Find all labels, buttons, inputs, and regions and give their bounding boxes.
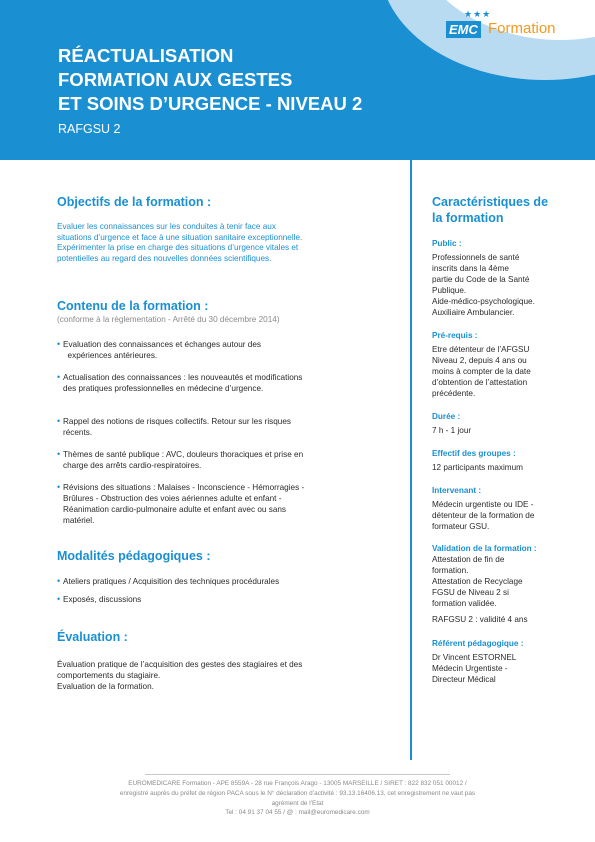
title-line: RÉACTUALISATION xyxy=(58,45,234,66)
characteristics-title xyxy=(432,194,582,226)
footer-line: agrément de l’Etat xyxy=(271,799,324,807)
objectifs-line: Evaluer les connaissances sur les conduites à tenir face aux xyxy=(57,222,276,231)
list-item-line: des pratiques professionnelles en médecine d’urgence. xyxy=(63,384,264,393)
list-item-line: Brûlures - Obstruction des voies aériennes adulte et enfant - xyxy=(63,494,282,503)
duree-value: 7 h - 1 jour xyxy=(432,426,472,435)
evaluation-line: comportements du stagiaire. xyxy=(57,671,161,680)
title-line: ET SOINS D’URGENCE - NIVEAU 2 xyxy=(58,93,363,114)
list-item-line: Actualisation des connaissances : les nouveautés et modifications xyxy=(63,373,303,382)
prerequis-line: d’obtention de l’attestation xyxy=(432,378,528,387)
page-subtitle: RAFGSU 2 xyxy=(58,122,121,136)
validation-text xyxy=(432,554,582,609)
contenu-title: Contenu de la formation : xyxy=(57,299,209,313)
public-line: inscrits dans la 4ème xyxy=(432,264,509,273)
prerequis-line: Niveau 2, depuis 4 ans ou xyxy=(432,356,527,365)
intervenant-line: Médecin urgentiste ou IDE - xyxy=(432,500,534,509)
bullet-icon: • xyxy=(57,339,61,349)
list-item-line: Ateliers pratiques / Acquisition des techniques procédurales xyxy=(63,577,280,586)
public-line: Professionnels de santé xyxy=(432,253,520,262)
public-label: Public : xyxy=(432,239,462,248)
emc-formation-logo xyxy=(446,9,586,41)
duree-label: Durée : xyxy=(432,412,461,421)
bullet-icon: • xyxy=(57,416,61,426)
list-item-line: Révisions des situations : Malaises - Inconscience - Hémorragies - xyxy=(63,483,305,492)
referent-line: Directeur Médical xyxy=(432,675,496,684)
validation-line: formation. xyxy=(432,566,469,575)
intervenant-line: détenteur de la formation de xyxy=(432,511,535,520)
list-item-line: Thèmes de santé publique : AVC, douleurs thoraciques et prise en xyxy=(63,450,304,459)
public-text xyxy=(432,252,582,318)
list-item-line: Evaluation des connaissances et échanges autour des xyxy=(63,340,261,349)
list-item-line: Exposés, discussions xyxy=(63,595,142,604)
list-item xyxy=(57,372,392,394)
list-item xyxy=(57,594,392,605)
objectifs-line: potentielles au regard des nouvelles données scientifiques. xyxy=(57,253,272,263)
list-item-line: Rappel des notions de risques collectifs. Retour sur les risques xyxy=(63,417,291,426)
sidebar-characteristics xyxy=(432,194,582,685)
logo-emc: EMC xyxy=(446,21,481,38)
list-item xyxy=(57,339,392,361)
evaluation-text xyxy=(57,659,392,692)
list-item-line: charge des arrêts cardio-respiratoires. xyxy=(63,461,202,470)
bullet-icon: • xyxy=(57,594,61,604)
page-title xyxy=(58,44,438,116)
objectifs-text xyxy=(57,222,392,264)
list-item xyxy=(57,449,392,471)
evaluation-line: Évaluation pratique de l’acquisition des gestes des stagiaires et des xyxy=(57,660,303,669)
footer-divider xyxy=(145,774,450,775)
footer-contact: Tel : 04 91 37 04 55 / @ : mail@euromedicare.com xyxy=(225,809,370,817)
prerequis-label: Pré-requis : xyxy=(432,331,478,340)
title-line: Caractéristiques de xyxy=(432,195,549,209)
footer-line: enregistré auprès du préfet de région PACA sous le N° déclaration d’activité : 93.13.16406.13, cet enregistrement ne vaut pas xyxy=(119,789,476,797)
public-line: Auxiliaire Ambulancier. xyxy=(432,308,515,317)
title-line: FORMATION AUX GESTES xyxy=(58,69,293,90)
list-item-line: matériel. xyxy=(63,516,95,525)
public-line: partie du Code de la Santé xyxy=(432,275,530,284)
list-item-line: expériences antérieures. xyxy=(63,351,158,360)
evaluation-line: Evaluation de la formation. xyxy=(57,682,154,691)
referent-text xyxy=(432,652,582,685)
referent-line: Dr Vincent ESTORNEL xyxy=(432,653,517,662)
referent-label: Référent pédagogique : xyxy=(432,639,524,648)
objectifs-line: situations d’urgence et face à une situation sanitaire exceptionnelle. xyxy=(57,232,303,242)
logo-stars: ★★★ xyxy=(464,9,492,19)
evaluation-title: Évaluation : xyxy=(57,630,128,644)
list-item-line: récents. xyxy=(63,428,93,437)
validation-line: formation validée. xyxy=(432,599,497,608)
validation-line: Attestation de Recyclage xyxy=(432,577,523,586)
bullet-icon: • xyxy=(57,576,61,586)
column-divider xyxy=(410,160,412,760)
validation-line: FGSU de Niveau 2 si xyxy=(432,588,509,597)
intervenant-text xyxy=(432,499,582,532)
bullet-icon: • xyxy=(57,482,61,492)
validation-label: Validation de la formation : xyxy=(432,544,537,553)
footer-line: EUROMEDICARE Formation - APE 8559A - 28 rue François Arago - 13005 MARSEILLE / SIRET : 822 832 051 00012 / xyxy=(128,780,467,787)
validation-line: Attestation de fin de xyxy=(432,555,505,564)
bullet-icon: • xyxy=(57,372,61,382)
prerequis-line: Etre détenteur de l’AFGSU xyxy=(432,345,530,354)
intervenant-label: Intervenant : xyxy=(432,486,482,495)
modalites-title: Modalités pédagogiques : xyxy=(57,549,211,563)
objectifs-title: Objectifs de la formation : xyxy=(57,195,212,209)
list-item xyxy=(57,576,392,587)
effectif-value: 12 participants maximum xyxy=(432,463,524,472)
prerequis-line: moins à compter de la date xyxy=(432,367,531,376)
list-item xyxy=(57,416,392,438)
prerequis-line: précédente. xyxy=(432,389,476,398)
intervenant-line: formateur GSU. xyxy=(432,522,490,531)
contenu-note: (conforme à la règlementation - Arrêté du 30 décembre 2014) xyxy=(57,315,280,324)
prerequis-text xyxy=(432,344,582,399)
main-column xyxy=(57,194,392,692)
public-line: Publique. xyxy=(432,286,467,295)
objectifs-line: Expérimenter la prise en charge des situations d’urgence vitales et xyxy=(57,243,299,252)
logo-formation: Formation xyxy=(488,20,556,37)
list-item xyxy=(57,482,392,526)
title-line: la formation xyxy=(432,211,504,225)
validity-text: RAFGSU 2 : validité 4 ans xyxy=(432,615,528,624)
effectif-label: Effectif des groupes : xyxy=(432,449,516,458)
public-line: Aide-médico-psychologique. xyxy=(432,297,535,306)
list-item-line: Réanimation cardio-pulmonaire adulte et enfant avec ou sans xyxy=(63,505,287,514)
footer xyxy=(40,779,555,818)
bullet-icon: • xyxy=(57,449,61,459)
referent-line: Médecin Urgentiste - xyxy=(432,664,508,673)
